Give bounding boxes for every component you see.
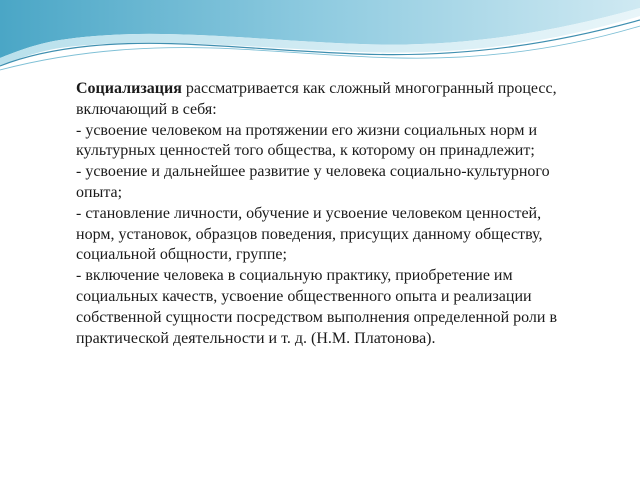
list-item: - включение человека в социальную практику, приобретение им социальных качеств, усвоение общественного опыта и реализации собственной сущности посредством выполнения определенной роли в практической деятельности и т. д. (Н.М. Платонова). [76,267,558,347]
list-item: - усвоение человеком на протяжении его жизни социальных норм и культурных ценностей того общества, к которому он принадлежит; [76,121,538,160]
intro-paragraph [76,79,576,121]
wave-decoration [0,0,640,80]
term-heading: Социализация [76,80,182,97]
content-text [76,79,576,349]
list-item: - становление личности, обучение и усвоение человеком ценностей, норм, установок, образцов поведения, присущих данному обществу, социальной общности, группе; [76,204,543,264]
intro-text: рассматривается как сложный многогранный процесс, включающий в себя: [76,80,557,118]
list-item: - усвоение и дальнейшее развитие у человека социально-культурного опыта; [76,163,550,201]
